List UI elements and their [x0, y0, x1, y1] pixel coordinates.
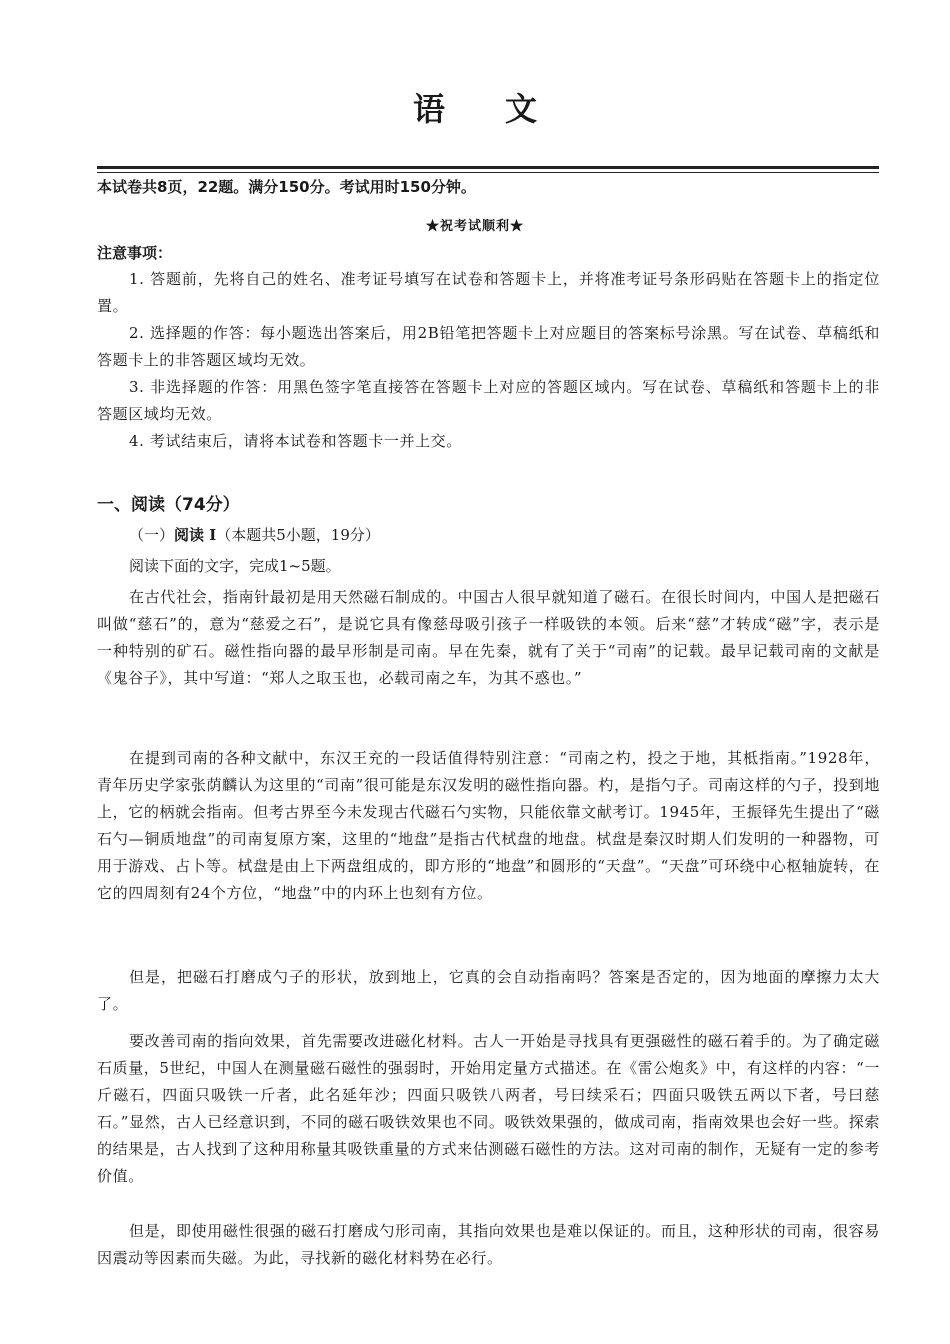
- subsection-name: 阅读 I: [174, 526, 217, 544]
- subsection-title: [129, 524, 380, 545]
- header-divider-thin: [97, 172, 879, 173]
- exam-info: 本试卷共8页，22题。满分150分。考试用时150分钟。: [97, 178, 476, 196]
- passage-paragraph: 在古代社会，指南针最初是用天然磁石制成的。中国古人很早就知道了磁石。在很长时间内，中国人是把磁石叫做“慈石”的，意为“慈爱之石”，是说它具有像慈母吸引孩子一样吸铁的本领。后来“慈”才转成“磁”字，表示是一种特别的矿石。磁性指向器的最早形制是司南。早在先秦，就有了关于“司南”的记载。最早记载司南的文献是《鬼谷子》，其中写道：“郑人之取玉也，必载司南之车，为其不惑也。”: [97, 588, 880, 687]
- subsection-prefix: （一）: [129, 526, 175, 544]
- passage-paragraph: 但是，即使用磁性很强的磁石打磨成勺形司南，其指向效果也是难以保证的。而且，这种形状的司南，很容易因震动等因素而失磁。为此，寻找新的磁化材料势在必行。: [97, 1222, 880, 1267]
- notice-item: 2. 选择题的作答：每小题选出答案后，用2B铅笔把答题卡上对应题目的答案标号涂黑。写在试卷、草稿纸和答题卡上的非答题区域均无效。: [97, 324, 880, 369]
- page-title: 语文: [412, 90, 597, 128]
- passage-paragraph: 要改善司南的指向效果，首先需要改进磁化材料。古人一开始是寻找具有更强磁性的磁石着手的。为了确定磁石质量，5世纪，中国人在测量磁石磁性的强弱时，开始用定量方式描述。在《雷公炮炙》中，有这样的内容：“一斤磁石，四面只吸铁一斤者，此名延年沙；四面只吸铁八两者，号曰续采石；四面只吸铁五两以下者，号曰慈石。”显然，古人已经意识到，不同的磁石吸铁效果也不同。吸铁效果强的，做成司南，指南效果也会好一些。探索的结果是，古人找到了这种用称量其吸铁重量的方式来估测磁石磁性的方法。这对司南的制作，无疑有一定的参考价值。: [97, 1032, 880, 1185]
- notice-item: 1. 答题前，先将自己的姓名、准考证号填写在试卷和答题卡上，并将准考证号条形码贴在答题卡上的指定位置。: [97, 270, 880, 315]
- reading-instruction: 阅读下面的文字，完成1~5题。: [129, 557, 341, 575]
- section-title: 一、阅读（74分）: [97, 495, 240, 515]
- blessing-line: ★祝考试顺利★: [425, 219, 524, 234]
- subsection-score: （本题共5小题，19分）: [216, 526, 380, 544]
- passage-paragraph: 但是，把磁石打磨成勺子的形状，放到地上，它真的会自动指南吗？答案是否定的，因为地面的摩擦力太大了。: [97, 968, 880, 1013]
- notice-item: 4. 考试结束后，请将本试卷和答题卡一并上交。: [129, 432, 462, 450]
- passage-paragraph: 在提到司南的各种文献中，东汉王充的一段话值得特别注意：“司南之杓，投之于地，其柢指南。”1928年，青年历史学家张荫麟认为这里的“司南”很可能是东汉发明的磁性指向器。杓，是指勺子。司南这样的勺子，投到地上，它的柄就会指南。但考古界至今未发现古代磁石勺实物，只能依靠文献考订。1945年，王振铎先生提出了“磁石勺—铜质地盘”的司南复原方案，这里的“地盘”是指古代栻盘的地盘。栻盘是秦汉时期人们发明的一种器物，可用于游戏、占卜等。栻盘是由上下两盘组成的，即方形的“地盘”和圆形的“天盘”。“天盘”可环绕中心枢轴旋转，在它的四周刻有24个方位，“地盘”中的内环上也刻有方位。: [97, 749, 880, 902]
- notice-item: 3. 非选择题的作答：用黑色签字笔直接答在答题卡上对应的答题区域内。写在试卷、草稿纸和答题卡上的非答题区域均无效。: [97, 378, 880, 423]
- header-divider-thick: [97, 166, 879, 169]
- notice-title: 注意事项：: [97, 244, 173, 262]
